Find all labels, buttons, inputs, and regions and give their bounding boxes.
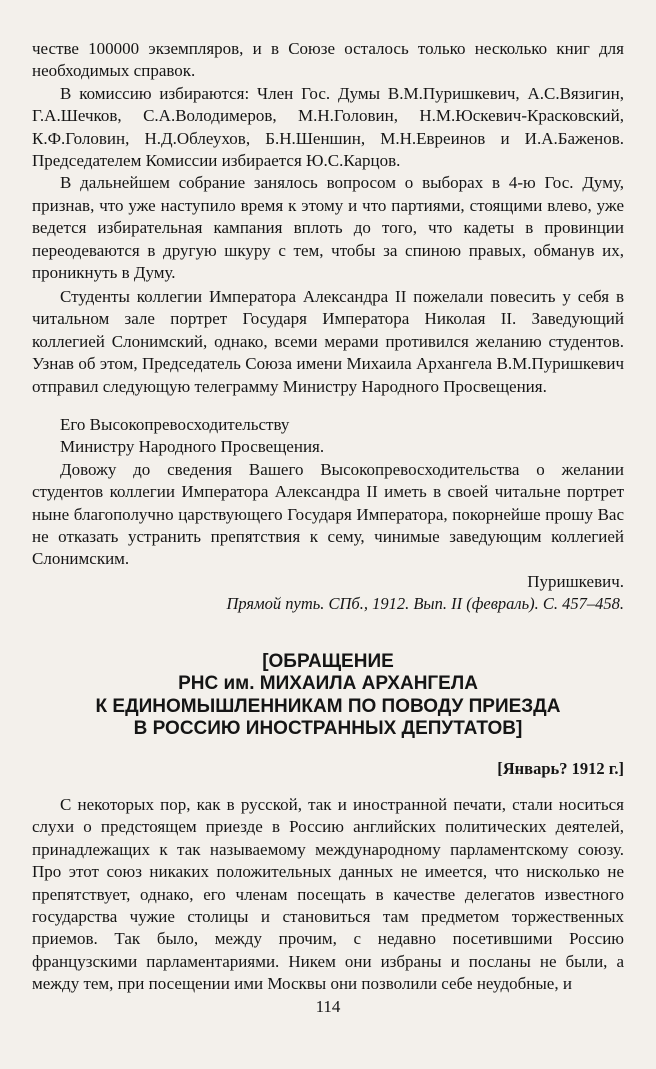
page-number: 114 xyxy=(315,997,341,1016)
top-text-block xyxy=(32,38,624,284)
paragraph: С некоторых пор, как в русской, так и иностранной печати, стали носиться слухи о предстоящем приезде в Россию английских политических деятелей, принадлежащих к так называемому международному парламентскому союзу. Про этот союз никаких положительных данных не имеется, что нисколько не препятствует, однако, его членам посещать в качестве делегатов известного государства чужие столицы и становиться там предметом торжественных приемов. Так было, между прочим, с недавно посетившими Россию французскими парламентариями. Никем они избраны и посланы не были, а между тем, при посещении ими Москвы они позволили себе неудобные, и xyxy=(32,795,624,994)
section-heading xyxy=(32,651,624,741)
date-block xyxy=(32,758,624,780)
bottom-text-block xyxy=(32,794,624,996)
heading-line: В РОССИЮ ИНОСТРАННЫХ ДЕПУТАТОВ] xyxy=(133,718,523,740)
addressee-line: Его Высокопревосходительству xyxy=(60,415,290,435)
paragraph: В дальнейшем собрание занялось вопросом о выборах в 4-ю Гос. Думу, признав, что уже наступило время к этому и что партиями, стоящими влево, уже ведется избирательная кампания вплоть до того, что кадеты в провинции переодеваются в другую шкуру с тем, чтобы за спиною правых, обманув их, проникнуть в Думу. xyxy=(32,173,624,283)
heading-line: К ЕДИНОМЫШЛЕННИКАМ ПО ПОВОДУ ПРИЕЗДА xyxy=(95,695,561,717)
source-citation: Прямой путь. СПб., 1912. Вып. II (февраль). С. 457–458. xyxy=(226,594,624,614)
paragraph: Довожу до сведения Вашего Высокопревосходительства о желании студентов коллегии Императора Александра II иметь в своей читальне портрет ныне благополучно царствующего Государя Императора, покорнейше прошу Вас не отказать устранить препятствия к сему, чинимые заведующим коллегией Слонимским. xyxy=(32,459,624,569)
heading-line: [ОБРАЩЕНИЕ xyxy=(262,651,394,672)
telegram-block xyxy=(32,286,624,616)
paragraph: Студенты коллегии Императора Александра II пожелали повесить у себя в читальном зале портрет Государя Императора Николая II. Заведующий коллегией Слонимский, однако, всеми мерами противился желанию студентов. Узнав об этом, Председатель Союза имени Михаила Архангела В.М.Пуришкевич отправил следующую телеграмму Министру Народного Просвещения. xyxy=(32,287,624,396)
document-date: [Январь? 1912 г.] xyxy=(497,759,624,778)
heading-line: РНС им. МИХАИЛА АРХАНГЕЛА xyxy=(178,673,478,695)
paragraph: честве 100000 экземпляров, и в Союзе осталось только несколько книг для необходимых справок. xyxy=(32,39,624,81)
addressee-line: Министру Народного Просвещения. xyxy=(60,437,325,457)
paragraph: В комиссию избираются: Член Гос. Думы В.М.Пуришкевич, А.С.Вязигин, Г.А.Шечков, С.А.Володимеров, М.Н.Головин, Н.М.Юскевич-Красковский, К.Ф.Головин, Н.Д.Облеухов, Б.Н.Шеншин, М.Н.Евреинов и И.А.Баженов. Председателем Комиссии избирается Ю.С.Карцов. xyxy=(32,83,624,171)
signature: Пуришкевич. xyxy=(527,571,624,591)
